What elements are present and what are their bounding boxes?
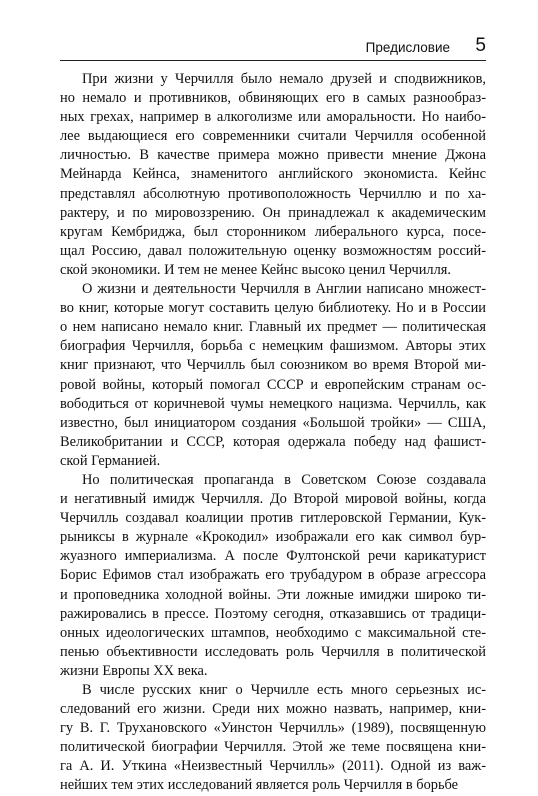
text-line: и проповедника холодной войны. Эти ложные имиджи широко ти- [60,586,486,603]
text-line: Черчилль создавал коалиции против гитлеровской Германии, Кук- [60,510,486,527]
body-text [60,70,486,796]
text-line: следований его жизни. Среди них можно назвать, например, кни- [60,701,486,718]
text-line: вободиться от коричневой чумы немецкого нацизма. Черчилль, как [60,395,486,412]
text-line: лее выдающиеся его современники считали Черчилля особенной [60,128,486,145]
paragraph [60,681,486,796]
text-line: рыниксы в журнале «Крокодил» изображали его как символ бур- [60,529,486,546]
running-title: Предисловие [365,40,450,55]
text-line: га А. И. Уткина «Неизвестный Черчилль» (2011). Одной из важ- [60,758,486,775]
text-line: представлял абсолютную противоположность Черчиллю и по ха- [60,185,486,202]
text-line: ровой войны, который помогал СССР и европейским странам ос- [60,376,486,393]
paragraph [60,280,486,471]
text-line: Мейнарда Кейнса, знаменитого английского экономиста. Кейнс [60,166,486,183]
text-line: во книг, которые могут составить целую библиотеку. Но и в России [60,300,486,317]
text-line: кругам Кембриджа, был сторонником либерального курса, посе- [60,223,486,240]
text-line: онных идеологических штампов, необходимо с максимальной сте- [60,624,486,641]
text-line: ражировались в прессе. Поэтому сегодня, отказавшись от традици- [60,605,486,622]
header-rule [60,60,486,61]
text-line: известно, был инициатором создания «Большой тройки» — США, [60,414,486,431]
text-line: гу В. Г. Трухановского «Уинстон Черчилль» (1989), посвященную [60,720,486,737]
text-line: личностью. В качестве примера можно привести мнение Джона [60,147,486,164]
text-line: о нем написано немало книг. Главный их предмет — политическая [60,319,486,336]
text-line: политической биографии Черчилля. Этой же теме посвящена кни- [60,739,486,756]
text-line: биография Черчилля, борьба с немецким фашизмом. Авторы этих [60,338,486,355]
page-number: 5 [475,35,486,56]
text-line: ных грехах, например в алкоголизме или аморальности. Но наибо- [60,109,486,126]
text-line: При жизни у Черчилля было немало друзей и сподвижников, [82,71,486,87]
text-line: ской Германией. [60,452,161,469]
text-line: но немало и противников, обвиняющих его в самых разнообраз- [60,90,486,107]
text-line: и негативный имидж Черчилля. До Второй мировой войны, когда [60,491,486,508]
text-line: жизни Европы XX века. [60,662,208,679]
text-line: Великобритании и СССР, которая одержала победу над фашист- [60,433,486,450]
text-line: ской экономики. И тем не менее Кейнс высоко ценил Черчилля. [60,261,452,278]
text-line: жуазного империализма. А после Фултонской речи карикатурист [60,548,486,565]
text-line: щал Россию, давал положительную оценку возможностям россий- [60,242,486,259]
text-line: О жизни и деятельности Черчилля в Англии написано множест- [82,281,486,298]
text-line: Но политическая пропаганда в Советском Союзе создавала [82,471,486,488]
text-line: Борис Ефимов стал изображать его трубадуром в образе агрессора [60,567,486,584]
text-line: нейших тем этих исследований является роль Черчилля в борьбе [60,777,459,794]
paragraph [60,70,486,280]
paragraph [60,471,486,681]
running-head [60,35,486,58]
text-line: рактеру, и по мировоззрению. Он принадлежал к академическим [60,204,486,221]
text-line: пенью объективности исследовать роль Черчилля в политической [60,643,486,660]
text-line: книг признают, что Черчилль был союзником во время Второй ми- [60,357,486,374]
text-line: В числе русских книг о Черчилле есть много серьезных ис- [82,682,486,698]
